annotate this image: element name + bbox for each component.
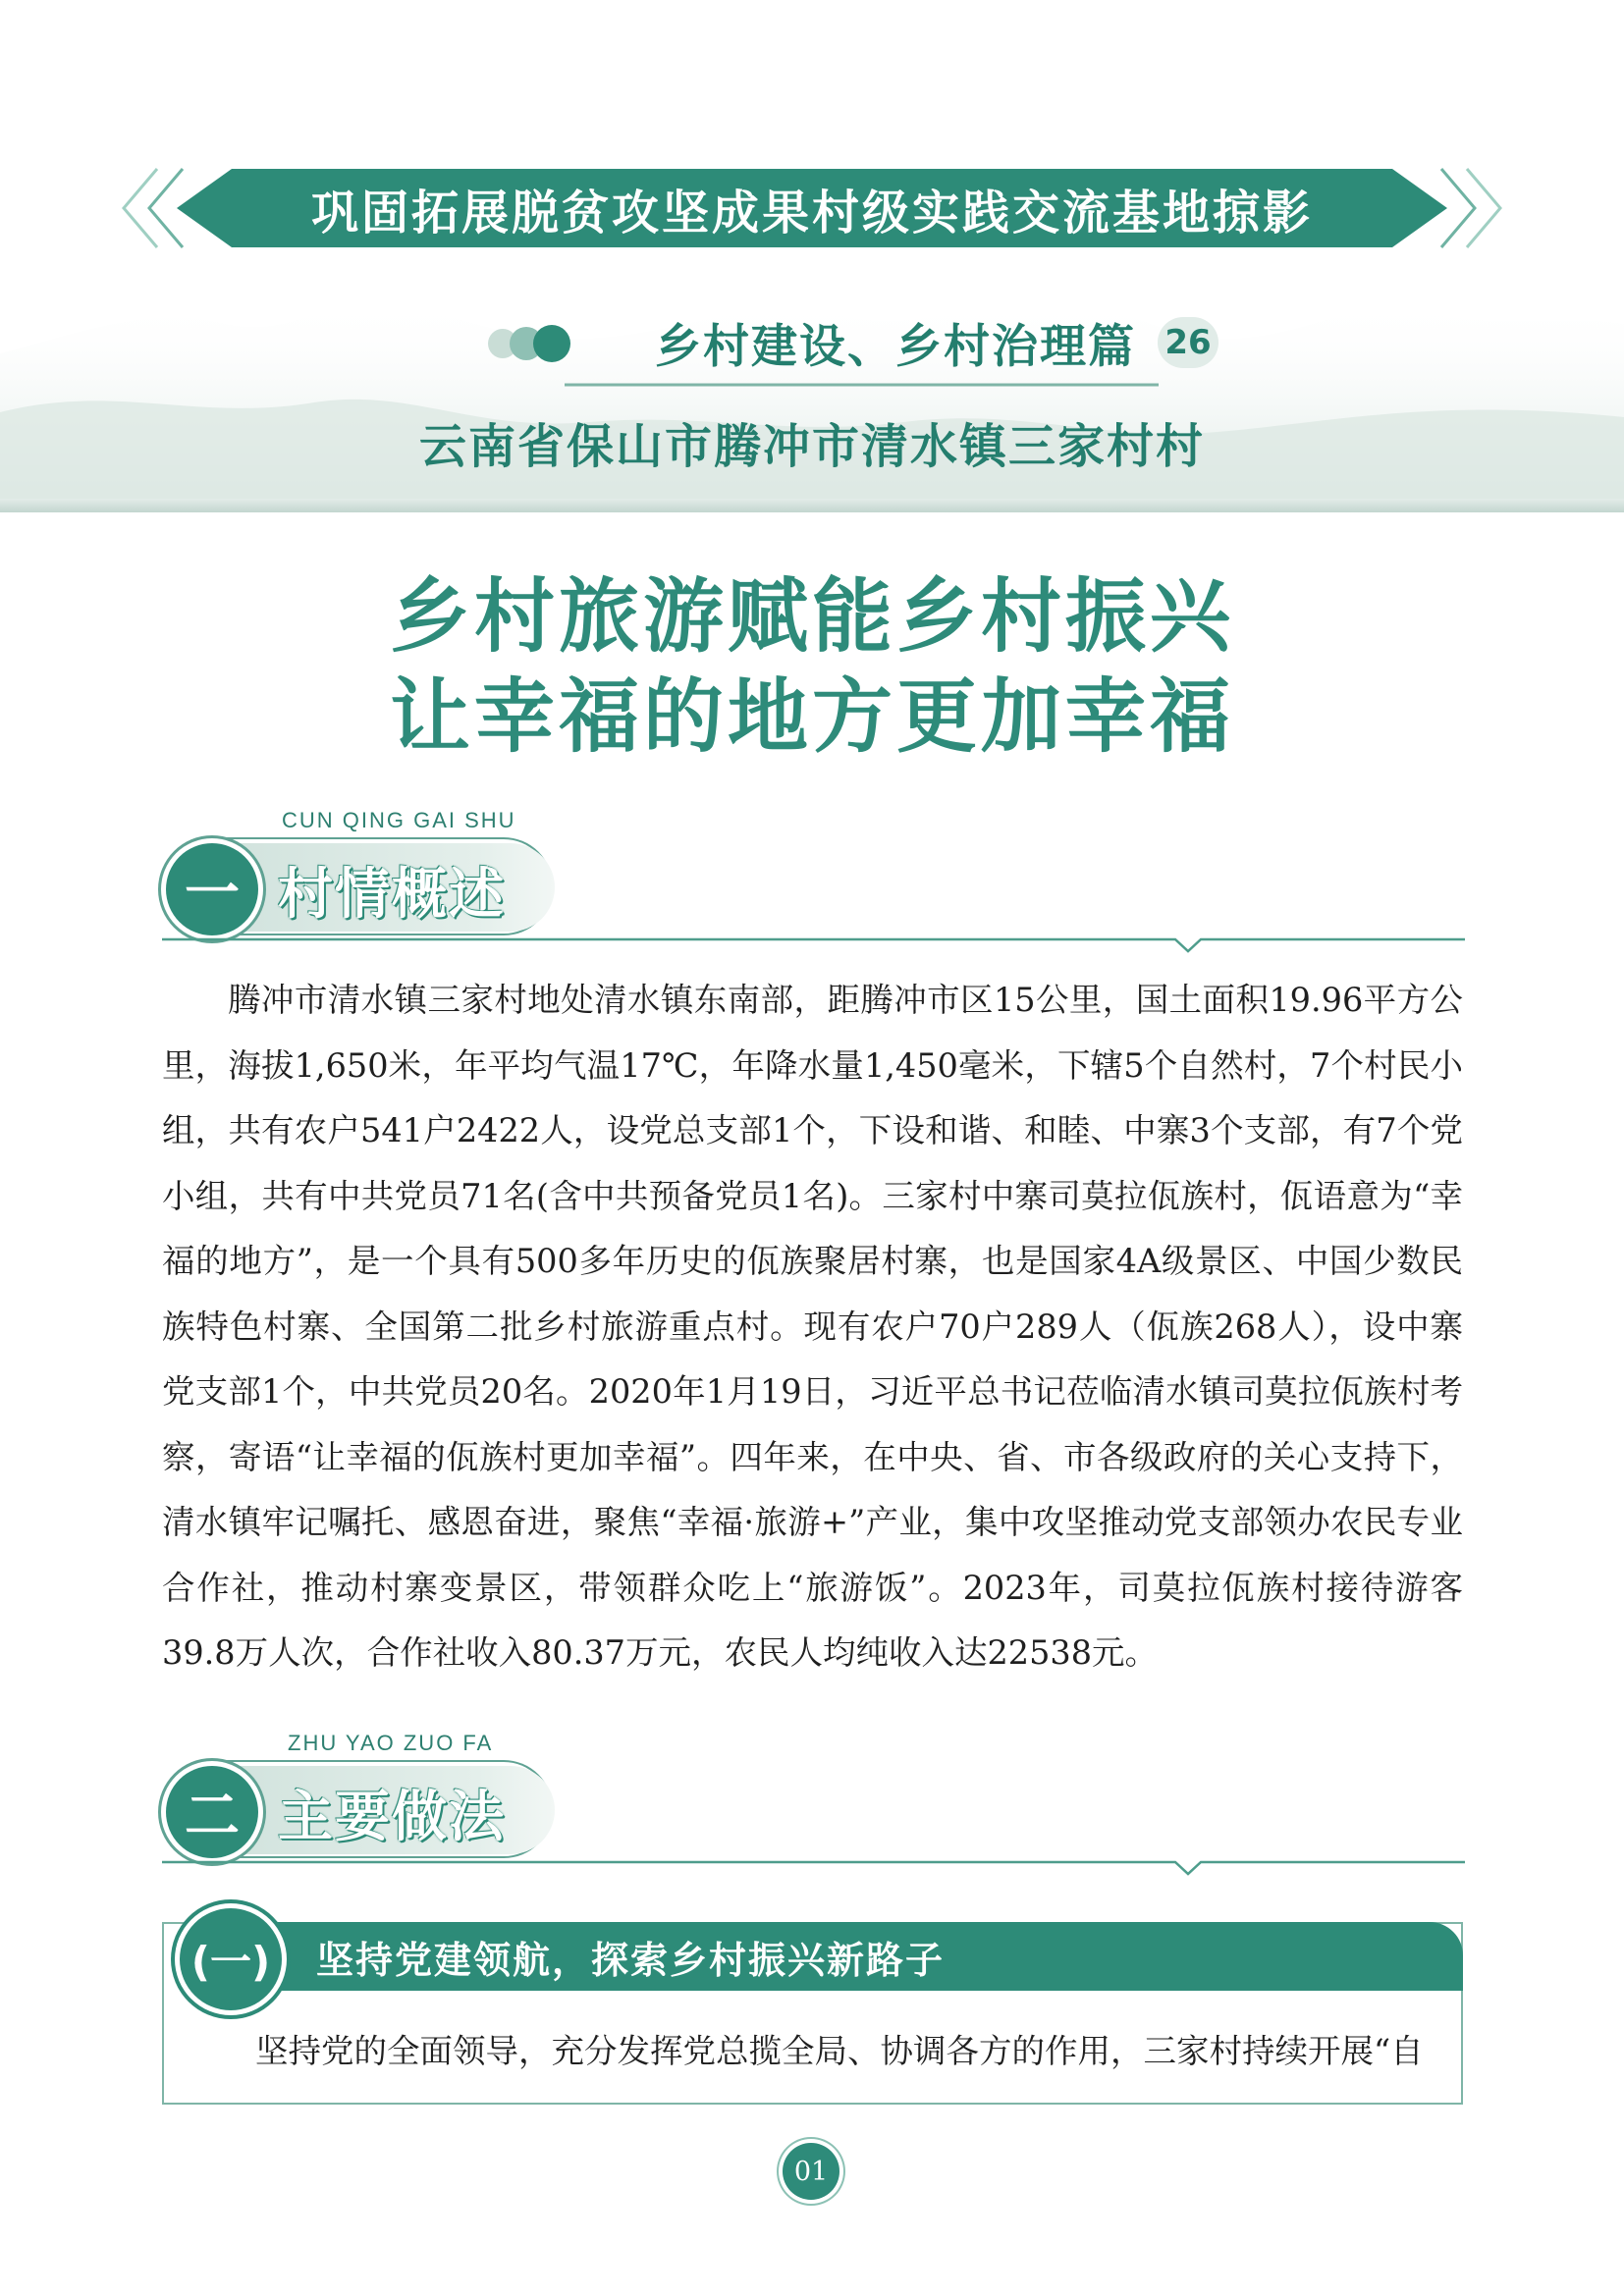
- headline-line-2: 让幸福的地方更加幸福: [389, 669, 1234, 764]
- left-chevron-decoration: [124, 169, 183, 247]
- location-title: 云南省保山市腾冲市清水镇三家村村: [418, 419, 1205, 474]
- headline-line-1: 乡村旅游赋能乡村振兴: [389, 569, 1234, 664]
- page-number: 01: [783, 2143, 839, 2200]
- overview-paragraph: 腾冲市清水镇三家村地处清水镇东南部，距腾冲市区15公里，国土面积19.96平方公里，海拔1,650米，年平均气温17℃，年降水量1,450毫米，下辖5个自然村，7个村民小组，共有农户541户2422人，设党总支部1个，下设和谐、和睦、中寨3个支部，有7个党小组，共有中共党员71名(含中共预备党员1名)。三家村中寨司莫拉佤族村，佤语意为“幸福的地方”，是一个具有500多年历史的佤族聚居村寨，也是国家4A级景区、中国少数民族特色村寨、全国第二批乡村旅游重点村。现有农户70户289人（佤族268人），设中寨党支部1个，中共党员20名。2020年1月19日，习近平总书记莅临清水镇司莫拉佤族村考察，寄语“让幸福的佤族村更加幸福”。四年来，在中央、省、市各级政府的关心支持下，清水镇牢记嘱托、感恩奋进，聚焦“幸福·旅游+”产业，集中攻坚推动党支部领办农民专业合作社，推动村寨变景区，带领群众吃上“旅游饭”。2023年，司莫拉佤族村接待游客39.8万人次，合作社收入80.37万元，农民人均纯收入达22538元。: [162, 981, 1463, 1672]
- section-pinyin: CUN QING GAI SHU: [282, 808, 516, 832]
- section-title: 主要做法: [278, 1786, 506, 1849]
- section-heading-2: [162, 1731, 1465, 1873]
- subsection-number-circle: (一): [180, 1908, 282, 2010]
- banner-bottom-band: [0, 499, 1624, 512]
- right-chevron-decoration: [1441, 169, 1500, 247]
- section-pinyin: ZHU YAO ZUO FA: [288, 1731, 494, 1755]
- section-name: 乡村建设、乡村治理篇: [655, 319, 1136, 374]
- section-divider: [162, 935, 1465, 955]
- banner-title: 巩固拓展脱贫攻坚成果村级实践交流基地掠影: [310, 185, 1313, 240]
- subsection-paragraph: 坚持党的全面领导，充分发挥党总揽全局、协调各方的作用，三家村持续开展“自: [255, 2032, 1424, 2070]
- section-divider: [162, 1858, 1465, 1878]
- section-number-badge: 26: [1158, 317, 1218, 368]
- section-label: [565, 310, 1218, 375]
- subsection-title: 坚持党建领航，探索乡村振兴新路子: [316, 1938, 946, 1982]
- section-number-circle: 一: [166, 843, 258, 935]
- section-heading-1: [162, 808, 1465, 950]
- section-title: 村情概述: [278, 863, 506, 927]
- section-number-circle: 二: [166, 1766, 258, 1858]
